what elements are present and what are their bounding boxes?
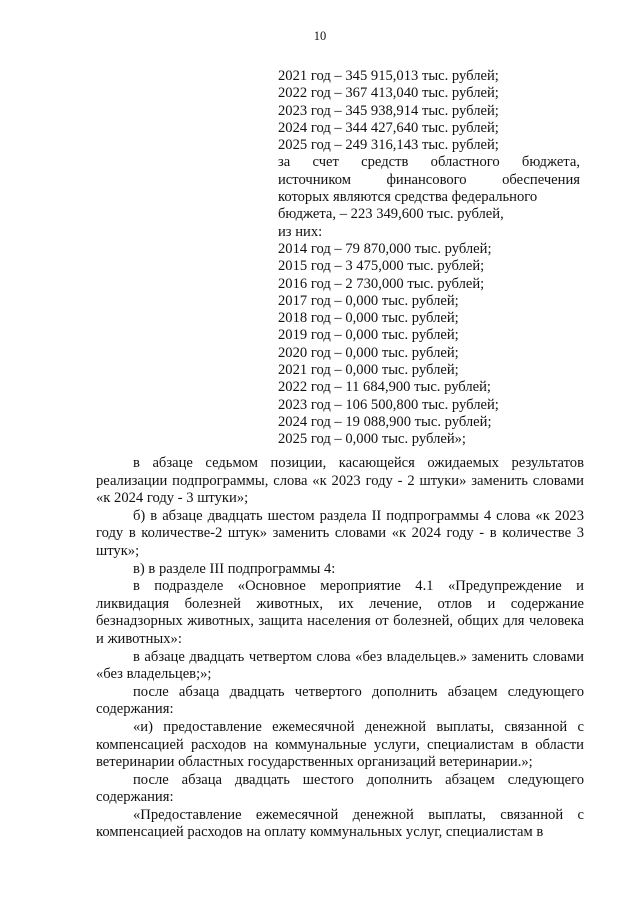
regional-year-line: 2019 год – 0,000 тыс. рублей; (278, 327, 459, 344)
paragraph: в абзаце двадцать четвертом слова «без владельцев.» заменить словами «без владельцев;»; (96, 648, 584, 683)
regional-year-line: 2022 год – 11 684,900 тыс. рублей; (278, 379, 491, 396)
paragraph: «и) предоставление ежемесячной денежной выплаты, связанной с компенсацией расходов на коммунальные услуги, специалистам в области ветеринарии областных государственных организаций ветеринарии.»; (96, 718, 584, 771)
regional-year-line: 2023 год – 106 500,800 тыс. рублей; (278, 396, 499, 413)
paragraph: в подразделе «Основное мероприятие 4.1 «Предупреждение и ликвидация болезней животных, их лечение, отлов и содержание безнадзорных животных, защита населения от болезней, общих для человека и животных»: (96, 578, 584, 647)
regional-year-line: 2017 год – 0,000 тыс. рублей; (278, 292, 459, 309)
regional-budget-text-line: из них: (278, 223, 323, 240)
regional-year-line: 2021 год – 0,000 тыс. рублей; (278, 362, 459, 379)
funding-line: 2021 год – 345 915,013 тыс. рублей; (278, 68, 499, 84)
regional-year-line: 2014 год – 79 870,000 тыс. рублей; (278, 240, 492, 257)
regional-year-line: 2024 год – 19 088,900 тыс. рублей; (278, 413, 492, 430)
regional-budget-text-line: которых являются средства федерального (278, 189, 538, 206)
paragraph: б) в абзаце двадцать шестом раздела II подпрограммы 4 слова «к 2023 году в количестве-2 штук» заменить словами «к 2024 году - в количестве 3 штук»; (96, 507, 584, 559)
regional-year-line: 2020 год – 0,000 тыс. рублей; (278, 344, 459, 361)
funding-line: 2024 год – 344 427,640 тыс. рублей; (278, 119, 499, 136)
document-body (96, 455, 584, 842)
paragraph: после абзаца двадцать четвертого дополнить абзацем следующего содержания: (96, 683, 584, 718)
page-number: 10 (313, 29, 327, 43)
regional-budget-text-line: бюджета, – 223 349,600 тыс. рублей, (278, 206, 504, 223)
regional-budget-text: за счет средств областного бюджета, источником финансового обеспечения (278, 154, 580, 188)
regional-year-line: 2018 год – 0,000 тыс. рублей; (278, 310, 459, 327)
regional-year-line: 2016 год – 2 730,000 тыс. рублей; (278, 275, 485, 292)
funding-line: 2025 год – 249 316,143 тыс. рублей; (278, 137, 499, 154)
funding-block (278, 68, 580, 449)
regional-year-line: 2025 год – 0,000 тыс. рублей»; (278, 431, 466, 448)
regional-year-line: 2015 год – 3 475,000 тыс. рублей; (278, 258, 485, 275)
paragraph: после абзаца двадцать шестого дополнить абзацем следующего содержания: (96, 771, 584, 806)
paragraph: в абзаце седьмом позиции, касающейся ожидаемых результатов реализации подпрограммы, слова «к 2023 году - 2 штуки» заменить словами «к 2024 году - 3 штуки»; (96, 455, 584, 507)
funding-line: 2022 год – 367 413,040 тыс. рублей; (278, 85, 499, 102)
paragraph: в) в разделе III подпрограммы 4: (133, 560, 336, 577)
funding-line: 2023 год – 345 938,914 тыс. рублей; (278, 102, 499, 119)
paragraph: «Предоставление ежемесячной денежной выплаты, связанной с компенсацией расходов на оплату коммунальных услуг, специалистам в (96, 806, 584, 841)
